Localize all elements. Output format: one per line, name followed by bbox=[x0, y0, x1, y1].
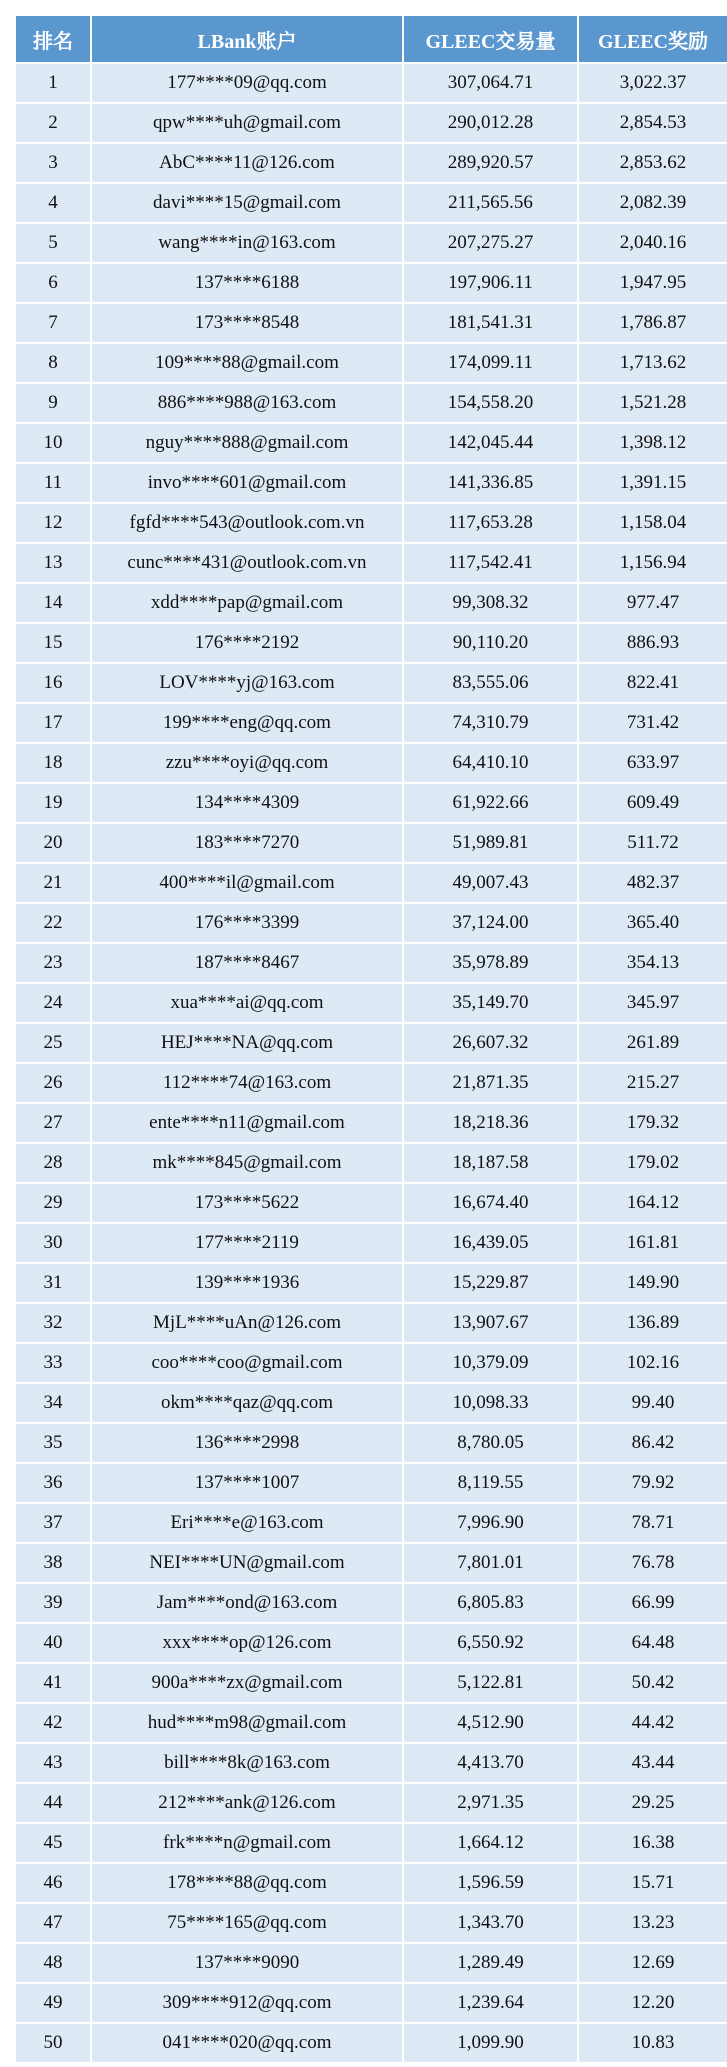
table-row bbox=[16, 1304, 727, 1344]
cell-volume: 21,871.35 bbox=[404, 1064, 579, 1104]
table-row bbox=[16, 344, 727, 384]
cell-rank: 26 bbox=[16, 1064, 92, 1104]
cell-rank: 38 bbox=[16, 1544, 92, 1584]
cell-account: wang****in@163.com bbox=[92, 224, 404, 264]
cell-reward: 2,082.39 bbox=[579, 184, 727, 224]
cell-volume: 5,122.81 bbox=[404, 1664, 579, 1704]
cell-account: Eri****e@163.com bbox=[92, 1504, 404, 1544]
cell-account: 75****165@qq.com bbox=[92, 1904, 404, 1944]
cell-rank: 20 bbox=[16, 824, 92, 864]
cell-volume: 307,064.71 bbox=[404, 64, 579, 104]
table-row bbox=[16, 504, 727, 544]
cell-volume: 13,907.67 bbox=[404, 1304, 579, 1344]
cell-account: 177****09@qq.com bbox=[92, 64, 404, 104]
table-row bbox=[16, 264, 727, 304]
cell-reward: 1,947.95 bbox=[579, 264, 727, 304]
cell-volume: 7,996.90 bbox=[404, 1504, 579, 1544]
table-row bbox=[16, 1264, 727, 1304]
cell-volume: 64,410.10 bbox=[404, 744, 579, 784]
table-row bbox=[16, 864, 727, 904]
cell-rank: 33 bbox=[16, 1344, 92, 1384]
cell-rank: 8 bbox=[16, 344, 92, 384]
cell-volume: 83,555.06 bbox=[404, 664, 579, 704]
cell-volume: 10,098.33 bbox=[404, 1384, 579, 1424]
cell-account: HEJ****NA@qq.com bbox=[92, 1024, 404, 1064]
cell-account: coo****coo@gmail.com bbox=[92, 1344, 404, 1384]
table-row bbox=[16, 224, 727, 264]
cell-volume: 16,674.40 bbox=[404, 1184, 579, 1224]
cell-reward: 1,398.12 bbox=[579, 424, 727, 464]
cell-rank: 49 bbox=[16, 1984, 92, 2024]
cell-rank: 48 bbox=[16, 1944, 92, 1984]
cell-reward: 609.49 bbox=[579, 784, 727, 824]
table-row bbox=[16, 1064, 727, 1104]
cell-account: 134****4309 bbox=[92, 784, 404, 824]
cell-account: 178****88@qq.com bbox=[92, 1864, 404, 1904]
table-row bbox=[16, 1384, 727, 1424]
cell-reward: 13.23 bbox=[579, 1904, 727, 1944]
cell-reward: 1,713.62 bbox=[579, 344, 727, 384]
cell-reward: 99.40 bbox=[579, 1384, 727, 1424]
cell-rank: 27 bbox=[16, 1104, 92, 1144]
cell-volume: 117,653.28 bbox=[404, 504, 579, 544]
cell-volume: 18,187.58 bbox=[404, 1144, 579, 1184]
cell-account: AbC****11@126.com bbox=[92, 144, 404, 184]
cell-volume: 10,379.09 bbox=[404, 1344, 579, 1384]
cell-rank: 47 bbox=[16, 1904, 92, 1944]
table-row bbox=[16, 1744, 727, 1784]
cell-rank: 14 bbox=[16, 584, 92, 624]
table-row bbox=[16, 1864, 727, 1904]
cell-volume: 290,012.28 bbox=[404, 104, 579, 144]
cell-rank: 21 bbox=[16, 864, 92, 904]
cell-rank: 29 bbox=[16, 1184, 92, 1224]
cell-volume: 7,801.01 bbox=[404, 1544, 579, 1584]
table-row bbox=[16, 544, 727, 584]
cell-account: LOV****yj@163.com bbox=[92, 664, 404, 704]
cell-reward: 15.71 bbox=[579, 1864, 727, 1904]
table-row bbox=[16, 1224, 727, 1264]
header-reward: GLEEC奖励 bbox=[579, 16, 727, 64]
table-row bbox=[16, 1424, 727, 1464]
cell-reward: 2,854.53 bbox=[579, 104, 727, 144]
cell-volume: 15,229.87 bbox=[404, 1264, 579, 1304]
table-body bbox=[16, 64, 727, 2064]
table-row bbox=[16, 1664, 727, 1704]
cell-reward: 215.27 bbox=[579, 1064, 727, 1104]
cell-reward: 78.71 bbox=[579, 1504, 727, 1544]
cell-account: 212****ank@126.com bbox=[92, 1784, 404, 1824]
table-row bbox=[16, 184, 727, 224]
table-row bbox=[16, 1624, 727, 1664]
cell-reward: 164.12 bbox=[579, 1184, 727, 1224]
cell-account: Jam****ond@163.com bbox=[92, 1584, 404, 1624]
cell-rank: 44 bbox=[16, 1784, 92, 1824]
cell-rank: 10 bbox=[16, 424, 92, 464]
table-row bbox=[16, 64, 727, 104]
header-account: LBank账户 bbox=[92, 16, 404, 64]
cell-volume: 8,119.55 bbox=[404, 1464, 579, 1504]
cell-volume: 197,906.11 bbox=[404, 264, 579, 304]
cell-volume: 142,045.44 bbox=[404, 424, 579, 464]
cell-volume: 35,149.70 bbox=[404, 984, 579, 1024]
cell-rank: 3 bbox=[16, 144, 92, 184]
cell-reward: 12.69 bbox=[579, 1944, 727, 1984]
cell-reward: 1,521.28 bbox=[579, 384, 727, 424]
cell-account: 176****2192 bbox=[92, 624, 404, 664]
cell-reward: 261.89 bbox=[579, 1024, 727, 1064]
cell-account: 886****988@163.com bbox=[92, 384, 404, 424]
cell-reward: 822.41 bbox=[579, 664, 727, 704]
cell-account: 400****il@gmail.com bbox=[92, 864, 404, 904]
cell-account: 136****2998 bbox=[92, 1424, 404, 1464]
cell-account: ente****n11@gmail.com bbox=[92, 1104, 404, 1144]
cell-reward: 2,040.16 bbox=[579, 224, 727, 264]
cell-account: 137****9090 bbox=[92, 1944, 404, 1984]
cell-volume: 117,542.41 bbox=[404, 544, 579, 584]
cell-account: cunc****431@outlook.com.vn bbox=[92, 544, 404, 584]
cell-rank: 28 bbox=[16, 1144, 92, 1184]
cell-reward: 345.97 bbox=[579, 984, 727, 1024]
cell-reward: 149.90 bbox=[579, 1264, 727, 1304]
cell-rank: 50 bbox=[16, 2024, 92, 2064]
table-row bbox=[16, 1704, 727, 1744]
cell-volume: 207,275.27 bbox=[404, 224, 579, 264]
cell-volume: 141,336.85 bbox=[404, 464, 579, 504]
cell-rank: 35 bbox=[16, 1424, 92, 1464]
cell-account: MjL****uAn@126.com bbox=[92, 1304, 404, 1344]
cell-account: 176****3399 bbox=[92, 904, 404, 944]
cell-reward: 1,156.94 bbox=[579, 544, 727, 584]
table-row bbox=[16, 784, 727, 824]
cell-rank: 15 bbox=[16, 624, 92, 664]
table-row bbox=[16, 2024, 727, 2064]
header-rank: 排名 bbox=[16, 16, 92, 64]
table-row bbox=[16, 584, 727, 624]
cell-rank: 18 bbox=[16, 744, 92, 784]
cell-account: 309****912@qq.com bbox=[92, 1984, 404, 2024]
cell-reward: 731.42 bbox=[579, 704, 727, 744]
cell-account: invo****601@gmail.com bbox=[92, 464, 404, 504]
cell-rank: 9 bbox=[16, 384, 92, 424]
cell-volume: 37,124.00 bbox=[404, 904, 579, 944]
cell-reward: 511.72 bbox=[579, 824, 727, 864]
cell-reward: 43.44 bbox=[579, 1744, 727, 1784]
table-row bbox=[16, 1904, 727, 1944]
cell-account: 187****8467 bbox=[92, 944, 404, 984]
table-row bbox=[16, 1464, 727, 1504]
cell-reward: 12.20 bbox=[579, 1984, 727, 2024]
table-row bbox=[16, 1184, 727, 1224]
cell-rank: 24 bbox=[16, 984, 92, 1024]
cell-volume: 35,978.89 bbox=[404, 944, 579, 984]
table-row bbox=[16, 1504, 727, 1544]
cell-account: 112****74@163.com bbox=[92, 1064, 404, 1104]
cell-account: 900a****zx@gmail.com bbox=[92, 1664, 404, 1704]
table-row bbox=[16, 904, 727, 944]
cell-volume: 1,239.64 bbox=[404, 1984, 579, 2024]
table-row bbox=[16, 1784, 727, 1824]
cell-reward: 10.83 bbox=[579, 2024, 727, 2064]
table-row bbox=[16, 984, 727, 1024]
cell-volume: 6,805.83 bbox=[404, 1584, 579, 1624]
cell-rank: 25 bbox=[16, 1024, 92, 1064]
cell-account: 139****1936 bbox=[92, 1264, 404, 1304]
cell-rank: 17 bbox=[16, 704, 92, 744]
cell-reward: 64.48 bbox=[579, 1624, 727, 1664]
cell-rank: 19 bbox=[16, 784, 92, 824]
table-row bbox=[16, 304, 727, 344]
table-row bbox=[16, 704, 727, 744]
cell-volume: 74,310.79 bbox=[404, 704, 579, 744]
cell-reward: 1,786.87 bbox=[579, 304, 727, 344]
table-row bbox=[16, 664, 727, 704]
cell-account: fgfd****543@outlook.com.vn bbox=[92, 504, 404, 544]
cell-rank: 31 bbox=[16, 1264, 92, 1304]
cell-reward: 66.99 bbox=[579, 1584, 727, 1624]
cell-account: nguy****888@gmail.com bbox=[92, 424, 404, 464]
cell-volume: 181,541.31 bbox=[404, 304, 579, 344]
cell-reward: 161.81 bbox=[579, 1224, 727, 1264]
cell-rank: 2 bbox=[16, 104, 92, 144]
cell-account: frk****n@gmail.com bbox=[92, 1824, 404, 1864]
table-row bbox=[16, 744, 727, 784]
cell-account: xdd****pap@gmail.com bbox=[92, 584, 404, 624]
cell-account: hud****m98@gmail.com bbox=[92, 1704, 404, 1744]
cell-reward: 365.40 bbox=[579, 904, 727, 944]
cell-volume: 51,989.81 bbox=[404, 824, 579, 864]
cell-account: 109****88@gmail.com bbox=[92, 344, 404, 384]
cell-rank: 7 bbox=[16, 304, 92, 344]
cell-reward: 102.16 bbox=[579, 1344, 727, 1384]
cell-account: 137****1007 bbox=[92, 1464, 404, 1504]
cell-volume: 26,607.32 bbox=[404, 1024, 579, 1064]
cell-volume: 2,971.35 bbox=[404, 1784, 579, 1824]
cell-account: 137****6188 bbox=[92, 264, 404, 304]
table-row bbox=[16, 1024, 727, 1064]
cell-account: 177****2119 bbox=[92, 1224, 404, 1264]
cell-volume: 154,558.20 bbox=[404, 384, 579, 424]
table-row bbox=[16, 1984, 727, 2024]
cell-reward: 354.13 bbox=[579, 944, 727, 984]
cell-rank: 41 bbox=[16, 1664, 92, 1704]
cell-rank: 45 bbox=[16, 1824, 92, 1864]
cell-rank: 12 bbox=[16, 504, 92, 544]
cell-rank: 23 bbox=[16, 944, 92, 984]
cell-volume: 1,664.12 bbox=[404, 1824, 579, 1864]
cell-reward: 482.37 bbox=[579, 864, 727, 904]
cell-rank: 16 bbox=[16, 664, 92, 704]
table-row bbox=[16, 104, 727, 144]
leaderboard-table bbox=[16, 16, 727, 2064]
cell-reward: 44.42 bbox=[579, 1704, 727, 1744]
cell-account: NEI****UN@gmail.com bbox=[92, 1544, 404, 1584]
cell-volume: 1,343.70 bbox=[404, 1904, 579, 1944]
table-row bbox=[16, 1824, 727, 1864]
table-header-row bbox=[16, 16, 727, 64]
cell-rank: 34 bbox=[16, 1384, 92, 1424]
cell-volume: 1,289.49 bbox=[404, 1944, 579, 1984]
cell-account: mk****845@gmail.com bbox=[92, 1144, 404, 1184]
table-row bbox=[16, 1544, 727, 1584]
cell-volume: 90,110.20 bbox=[404, 624, 579, 664]
cell-volume: 16,439.05 bbox=[404, 1224, 579, 1264]
cell-reward: 79.92 bbox=[579, 1464, 727, 1504]
cell-reward: 50.42 bbox=[579, 1664, 727, 1704]
cell-volume: 211,565.56 bbox=[404, 184, 579, 224]
cell-account: zzu****oyi@qq.com bbox=[92, 744, 404, 784]
cell-reward: 179.02 bbox=[579, 1144, 727, 1184]
cell-volume: 49,007.43 bbox=[404, 864, 579, 904]
cell-account: qpw****uh@gmail.com bbox=[92, 104, 404, 144]
cell-account: xua****ai@qq.com bbox=[92, 984, 404, 1024]
cell-rank: 46 bbox=[16, 1864, 92, 1904]
cell-reward: 29.25 bbox=[579, 1784, 727, 1824]
header-volume: GLEEC交易量 bbox=[404, 16, 579, 64]
cell-reward: 633.97 bbox=[579, 744, 727, 784]
cell-rank: 30 bbox=[16, 1224, 92, 1264]
cell-account: 183****7270 bbox=[92, 824, 404, 864]
table-row bbox=[16, 1104, 727, 1144]
cell-rank: 13 bbox=[16, 544, 92, 584]
leaderboard bbox=[16, 16, 727, 2064]
table-row bbox=[16, 424, 727, 464]
cell-reward: 886.93 bbox=[579, 624, 727, 664]
cell-volume: 174,099.11 bbox=[404, 344, 579, 384]
cell-reward: 16.38 bbox=[579, 1824, 727, 1864]
cell-rank: 32 bbox=[16, 1304, 92, 1344]
table-row bbox=[16, 384, 727, 424]
cell-rank: 37 bbox=[16, 1504, 92, 1544]
cell-rank: 40 bbox=[16, 1624, 92, 1664]
cell-reward: 977.47 bbox=[579, 584, 727, 624]
cell-account: bill****8k@163.com bbox=[92, 1744, 404, 1784]
cell-rank: 39 bbox=[16, 1584, 92, 1624]
cell-volume: 1,099.90 bbox=[404, 2024, 579, 2064]
cell-account: 173****5622 bbox=[92, 1184, 404, 1224]
table-row bbox=[16, 144, 727, 184]
cell-volume: 1,596.59 bbox=[404, 1864, 579, 1904]
cell-account: 173****8548 bbox=[92, 304, 404, 344]
cell-reward: 3,022.37 bbox=[579, 64, 727, 104]
cell-rank: 36 bbox=[16, 1464, 92, 1504]
cell-rank: 43 bbox=[16, 1744, 92, 1784]
cell-volume: 6,550.92 bbox=[404, 1624, 579, 1664]
cell-rank: 6 bbox=[16, 264, 92, 304]
cell-account: 199****eng@qq.com bbox=[92, 704, 404, 744]
table-row bbox=[16, 1144, 727, 1184]
cell-reward: 86.42 bbox=[579, 1424, 727, 1464]
cell-volume: 99,308.32 bbox=[404, 584, 579, 624]
cell-reward: 1,158.04 bbox=[579, 504, 727, 544]
cell-rank: 11 bbox=[16, 464, 92, 504]
cell-reward: 2,853.62 bbox=[579, 144, 727, 184]
cell-rank: 5 bbox=[16, 224, 92, 264]
table-row bbox=[16, 944, 727, 984]
table-row bbox=[16, 624, 727, 664]
cell-reward: 136.89 bbox=[579, 1304, 727, 1344]
cell-volume: 8,780.05 bbox=[404, 1424, 579, 1464]
cell-volume: 4,512.90 bbox=[404, 1704, 579, 1744]
cell-volume: 4,413.70 bbox=[404, 1744, 579, 1784]
cell-volume: 18,218.36 bbox=[404, 1104, 579, 1144]
cell-rank: 42 bbox=[16, 1704, 92, 1744]
cell-account: xxx****op@126.com bbox=[92, 1624, 404, 1664]
cell-reward: 179.32 bbox=[579, 1104, 727, 1144]
cell-volume: 61,922.66 bbox=[404, 784, 579, 824]
cell-rank: 1 bbox=[16, 64, 92, 104]
cell-reward: 76.78 bbox=[579, 1544, 727, 1584]
cell-rank: 4 bbox=[16, 184, 92, 224]
table-row bbox=[16, 1584, 727, 1624]
table-row bbox=[16, 824, 727, 864]
cell-account: okm****qaz@qq.com bbox=[92, 1384, 404, 1424]
cell-volume: 289,920.57 bbox=[404, 144, 579, 184]
cell-rank: 22 bbox=[16, 904, 92, 944]
cell-reward: 1,391.15 bbox=[579, 464, 727, 504]
table-row bbox=[16, 464, 727, 504]
cell-account: 041****020@qq.com bbox=[92, 2024, 404, 2064]
table-row bbox=[16, 1944, 727, 1984]
cell-account: davi****15@gmail.com bbox=[92, 184, 404, 224]
table-row bbox=[16, 1344, 727, 1384]
